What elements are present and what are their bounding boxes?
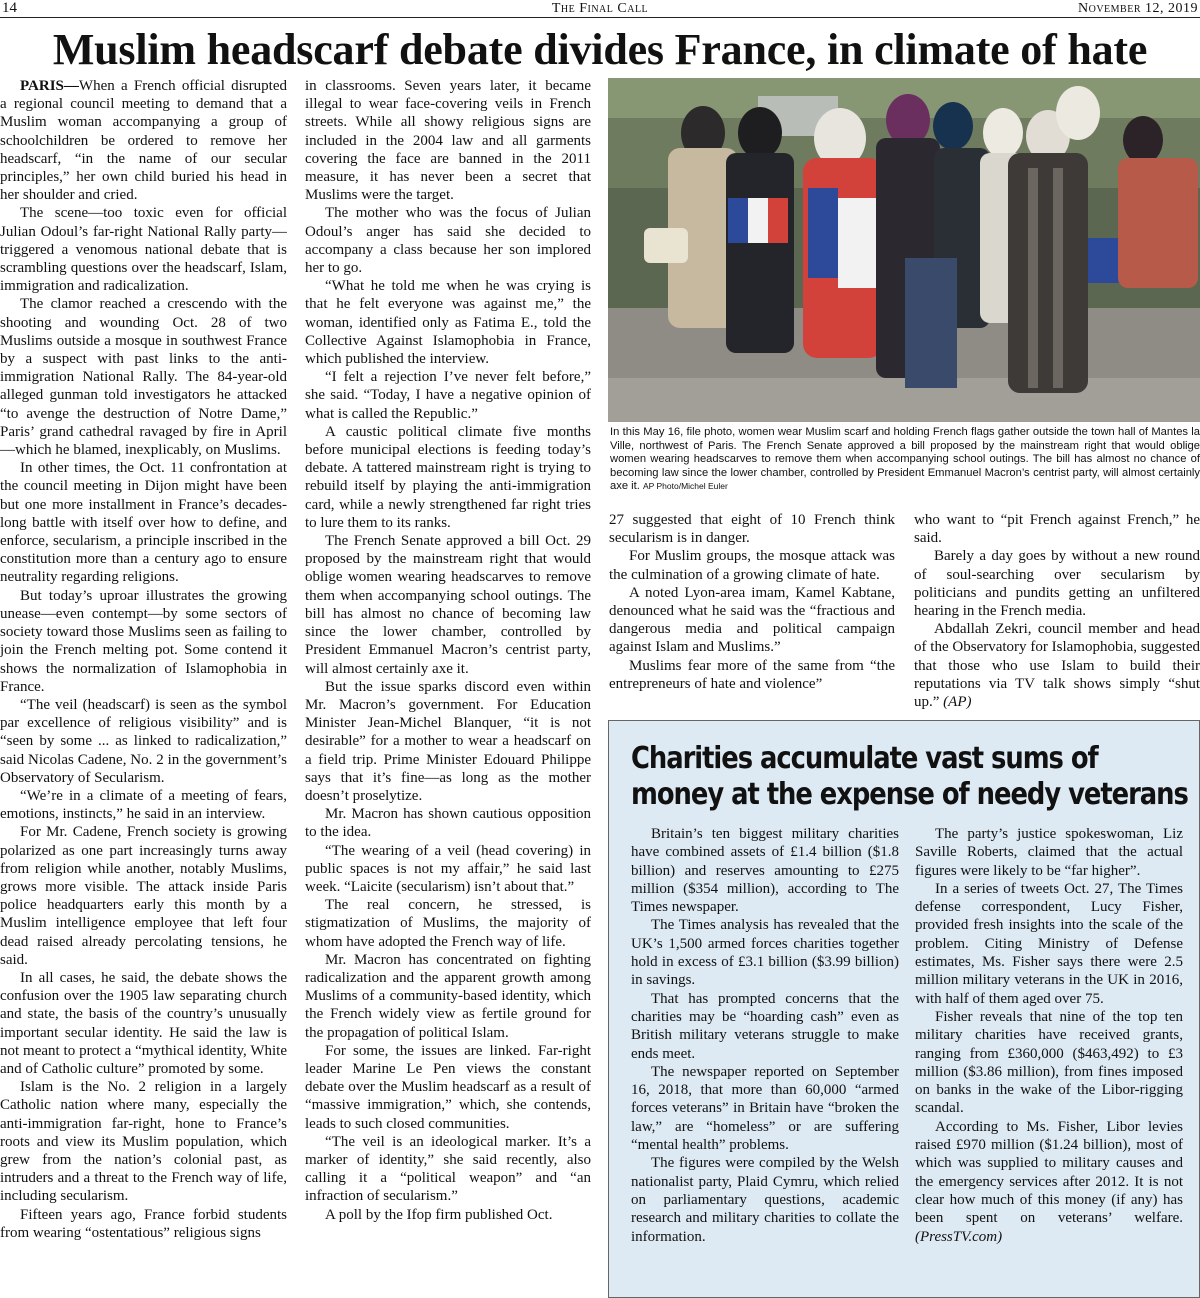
- article-paragraph: The clamor reached a crescendo with the shooting and wounding Oct. 28 of two Muslims outside a mosque in southwest France by a suspect with past links to the anti-immigration National Rally. The 84-year-old alleged gunman told investigators he attacked “to avenge the destruction of Notre Dame,” Paris’ grand cathedral ravaged by fire in April—which he blamed, inexplicably, on Muslims.: [0, 296, 287, 459]
- article-paragraph: “What he told me when he was crying is that he felt everyone was against me,” the woman, identified only as Fatima E., told the Collective Against Islamophobia in France, which published the interview.: [305, 278, 591, 368]
- photo-credit: AP Photo/Michel Euler: [642, 481, 728, 491]
- article-paragraph: In all cases, he said, the debate shows the confusion over the 1905 law separating church and state, the basis of the country’s unusually important secular identity. He said the law is not meant to protect a “mythical identity, White and of Catholic culture” promoted by some.: [0, 969, 287, 1077]
- article-paragraph: Mr. Macron has shown cautious opposition to the idea.: [305, 806, 591, 841]
- photo-caption: [610, 426, 1200, 494]
- article-column-2: [305, 77, 591, 1298]
- article-paragraph: PARIS—When a French official disrupted a regional council meeting to demand that a Muslim woman accompanying a group of schoolchildren be ordered to remove her headscarf, “in the name of our secular principles,” her own child buried his head in her shoulder and cried.: [0, 78, 287, 204]
- sidebar-headline: Charities accumulate vast sums of money at the expense of needy veterans: [631, 741, 1188, 812]
- article-paragraph: But the issue sparks discord even within Mr. Macron’s government. For Education Minister Jean-Michel Blanquer, “it is not desirable” for a mother to wear a headscarf on a field trip. Prime Minister Edouard Philippe says that it’s fine—as long as the mother doesn’t proselytize.: [305, 678, 591, 804]
- sidebar-paragraph: In a series of tweets Oct. 27, The Times defense correspondent, Lucy Fisher, provided fresh insights into the scale of the problem. Citing Ministry of Defense estimates, Ms. Fisher says there were 2.5 million military veterans in the UK in 2016, with half of them aged over 75.: [915, 880, 1183, 1007]
- headline: Muslim headscarf debate divides France, in climate of hate: [52, 25, 1148, 74]
- article-paragraph: The French Senate approved a bill Oct. 29 proposed by the mainstream right that would oblige women wearing headscarves to remove them when accompanying school outings. The bill has almost no chance of becoming law since the lower chamber, controlled by President Emmanuel Macron’s centrist party, will almost certainly axe it.: [305, 533, 591, 677]
- article-paragraph: Fifteen years ago, France forbid students from wearing “ostentatious” religious signs: [0, 1206, 287, 1241]
- article-paragraph: In other times, the Oct. 11 confrontation at the council meeting in Dijon might have been but one more installment in France’s decades-long battle with itself over how to define, and enforce, secularism, a principle inscribed in the constitution more than a century ago to ensure neutrality regarding religions.: [0, 460, 287, 586]
- sidebar-paragraph: According to Ms. Fisher, Libor levies raised £970 million ($1.24 billion), most of which was supplied to military causes and the emergency services after 2012. It is not clear how much of this money (if any) has been spent on veterans’ welfare. (PressTV.com): [915, 1118, 1183, 1245]
- publication-name: The Final Call: [551, 1, 649, 16]
- article-column-4: [914, 511, 1200, 711]
- article-paragraph: For Muslim groups, the mosque attack was the culmination of a growing climate of hate.: [609, 548, 895, 583]
- article-paragraph: in classrooms. Seven years later, it became illegal to wear face-covering veils in French streets. While all showy religious signs are included in the 2004 law and all garments covering the face are banned in the 2011 measure, it has never been a secret that Muslims were the target.: [305, 78, 591, 204]
- sidebar-paragraph: The party’s justice spokeswoman, Liz Saville Roberts, claimed that the actual figures were likely to be “far higher”.: [915, 826, 1183, 879]
- sidebar-paragraph: Britain’s ten biggest military charities have combined assets of £1.4 billion ($1.8 billion) and reserves amounting to £275 million ($354 million), according to The Times newspaper.: [631, 826, 899, 916]
- article-paragraph: A poll by the Ifop firm published Oct.: [325, 1206, 553, 1223]
- dateline: PARIS—: [20, 78, 79, 94]
- article-column-3: [609, 511, 895, 711]
- page-number: 14: [2, 0, 17, 16]
- article-source: (AP): [943, 694, 972, 711]
- article-paragraph: who want to “pit French against French,” he said.: [914, 512, 1200, 547]
- article-paragraph: “We’re in a climate of a meeting of fears, emotions, instincts,” he said in an interview.: [0, 787, 287, 823]
- sidebar-story-box: [608, 720, 1200, 1298]
- article-paragraph: “The veil is an ideological marker. It’s a marker of identity,” she said recently, also calling it a “political weapon” and “an infraction of secularism.”: [305, 1133, 591, 1205]
- photo-illustration: [608, 78, 1200, 422]
- sidebar-paragraph: The Times analysis has revealed that the UK’s 1,500 armed forces charities together hold in excess of £3.1 billion ($3.99 billion) in savings.: [631, 917, 899, 989]
- caption-text: In this May 16, file photo, women wear Muslim scarf and holding French flags gather outside the town hall of Mantes la Ville, northwest of Paris. The French Senate approved a bill proposed by the mainstream right that would oblige women wearing headscarves to remove them when accompanying school outings. The bill has almost no chance of becoming law since the lower chamber, controlled by President Emmanuel Macron’s centrist party, will almost certainly axe it.: [610, 426, 1200, 492]
- issue-date: November 12, 2019: [1077, 1, 1198, 16]
- article-paragraph: Islam is the No. 2 religion in a largely Catholic nation where many, especially the anti-immigration far-right, hone to France’s roots and view its Muslim population, which grew from the nation’s colonial past, as intruders and a threat to the French way of life, including secularism.: [0, 1079, 287, 1205]
- article-paragraph: “The veil (headscarf) is seen as the symbol par excellence of religious visibility” and is “seen by some ... as linked to radicalization,” said Nicolas Cadene, No. 2 in the government’s Observatory of Secularism.: [0, 696, 287, 786]
- article-paragraph: “I felt a rejection I’ve never felt before,” she said. “Today, I have a negative opinion of what is called the Republic.”: [305, 369, 591, 422]
- article-paragraph: The mother who was the focus of Julian Odoul’s anger has said she decided to accompany a class because her son implored her to go.: [305, 205, 591, 277]
- article-paragraph: Abdallah Zekri, council member and head of the Observatory for Islamophobia, suggested that those who use Islam to build their reputations via TV talk shows simply “shut up.” (AP): [914, 621, 1200, 711]
- article-paragraph: A noted Lyon-area imam, Kamel Kabtane, denounced what he said was the “fractious and dangerous media and political campaign against Islam and Muslims.”: [609, 584, 895, 656]
- article-paragraph: A caustic political climate five months before municipal elections is feeding today’s debate. A tattered mainstream right is trying to rebuild itself by playing the anti-immigration card, while a newly strengthened far right tries to lure them to its ranks.: [305, 423, 591, 531]
- article-paragraph: For Mr. Cadene, French society is growing polarized as one part increasingly turns away from religion while another, notably Muslims, grows more visible. The attack inside Paris police headquarters early this month by a Muslim intelligence employee that left four dead raised already percolating tensions, he said.: [0, 824, 287, 968]
- article-paragraph: Barely a day goes by without a new round of soul-searching over secularism by politicians and pundits getting an unfiltered hearing in the French media.: [914, 548, 1200, 620]
- article-paragraph: The scene—too toxic even for official Julian Odoul’s far-right National Rally party—triggered a venomous national debate that is scrambling questions over the headscarf, Islam, immigration and radicalization.: [0, 205, 287, 295]
- article-paragraph: Muslims fear more of the same from “the entrepreneurs of hate and violence”: [609, 657, 895, 692]
- sidebar-source: (PressTV.com): [915, 1228, 1003, 1245]
- article-paragraph: “The wearing of a veil (head covering) in public spaces is not my affair,” he said last week. “Laicite (secularism) isn’t about that.”: [305, 842, 591, 895]
- sidebar-paragraph: Fisher reveals that nine of the top ten military charities have received grants, ranging from £360,000 ($463,492) to £3 million ($3.86 million), from fines imposed on banks in the wake of the Libor-rigging scandal.: [915, 1008, 1183, 1117]
- article-paragraph: Mr. Macron has concentrated on fighting radicalization and the apparent growth among Muslims of a community-based identity, which the French widely view as fertile ground for the propagation of political Islam.: [305, 951, 591, 1041]
- page-folio: [0, 0, 1200, 18]
- news-photo: [608, 78, 1200, 422]
- sidebar-paragraph: The figures were compiled by the Welsh nationalist party, Plaid Cymru, which relied on parliamentary questions, academic research and military charities to collate the information.: [631, 1155, 899, 1245]
- article-paragraph: 27 suggested that eight of 10 French think secularism is in danger.: [609, 512, 895, 547]
- article-paragraph: The real concern, he stressed, is stigmatization of Muslims, the majority of whom have adopted the French way of life.: [305, 897, 591, 950]
- sidebar-paragraph: That has prompted concerns that the charities may be “hoarding cash” even as British military veterans struggle to make ends meet.: [631, 990, 899, 1062]
- sidebar-paragraph: The newspaper reported on September 16, 2018, that more than 60,000 “armed forces veterans” in Britain have “broken the law,” are “homeless” or are suffering “mental health” problems.: [631, 1063, 899, 1154]
- article-column-1: [0, 77, 287, 1298]
- article-paragraph: But today’s uproar illustrates the growing unease—even contempt—by some sectors of society toward those Muslims seen as failing to join the French melting pot. Some contend it shows the normalization of Islamophobia in France.: [0, 587, 287, 695]
- sidebar-column-2: [915, 825, 1183, 1246]
- sidebar-column-1: [631, 825, 899, 1246]
- article-paragraph: For some, the issues are linked. Far-right leader Marine Le Pen views the constant debate over the Muslim headscarf as a result of “massive immigration,” which, she contends, leads to such closed communities.: [305, 1042, 591, 1132]
